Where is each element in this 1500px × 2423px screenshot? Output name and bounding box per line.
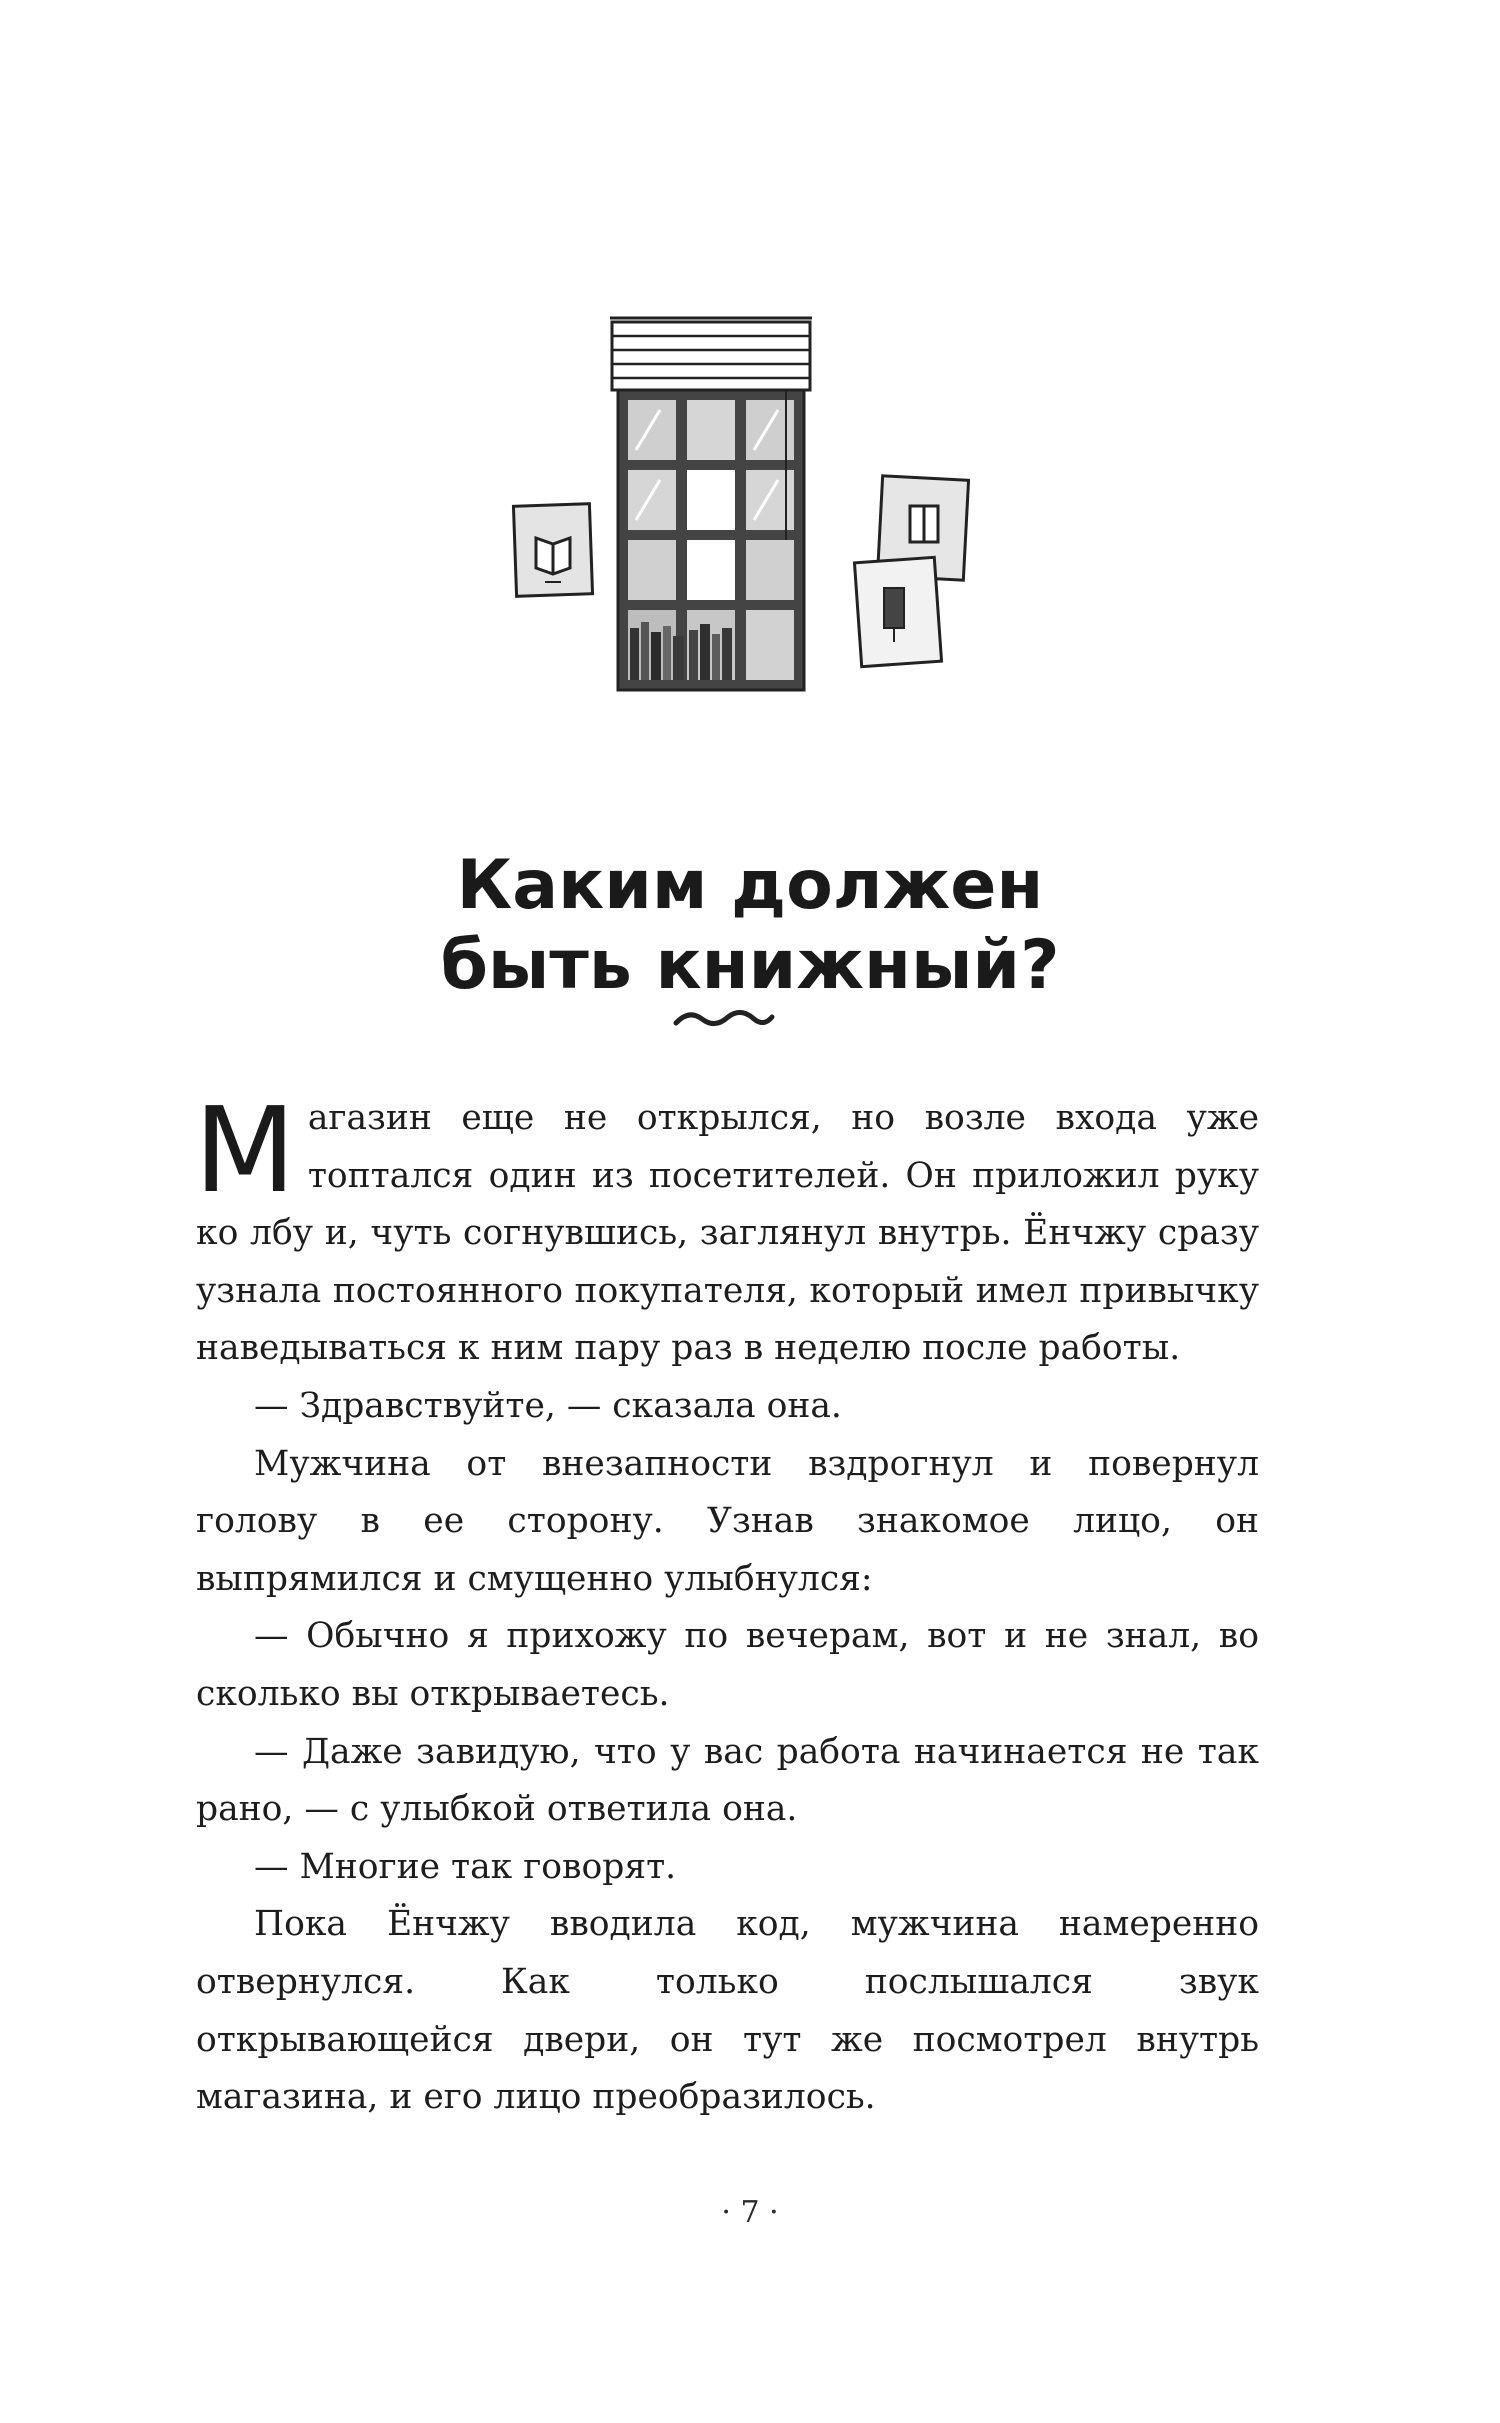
chapter-title bbox=[250, 846, 1250, 1006]
paragraph-7: Пока Ёнчжу вводила код, мужчина намеренно отвернулся. Как только послышался звук открывающейся двери, он тут же посмотрел внутрь магазина, и его лицо преобразилось. bbox=[196, 1904, 1259, 2118]
paragraph-text: агазин еще не открылся, но возле входа уже топтался один из посетителей. Он приложил руку ко лбу и, чуть согнувшись, заглянул внутрь. Ёнчжу сразу узнала постоянного покупателя, который имел привычку наведываться к ним пару раз в неделю после работы. bbox=[196, 1098, 1259, 1369]
paragraph-3: Мужчина от внезапности вздрогнул и повернул голову в ее сторону. Узнав знакомое лицо, он выпрямился и смущенно улыбнулся: bbox=[196, 1443, 1259, 1599]
page-number: · 7 · bbox=[721, 2195, 779, 2230]
chapter-title-line-2: быть книжный? bbox=[440, 925, 1060, 1005]
drop-cap: М bbox=[194, 1081, 296, 1219]
wave-ornament-icon bbox=[672, 1005, 776, 1033]
paragraph-2: — Здравствуйте, — сказала она. bbox=[254, 1385, 842, 1426]
paragraph-6: — Многие так говорят. bbox=[254, 1846, 677, 1887]
chapter-text bbox=[194, 1081, 1259, 2127]
paragraph-1 bbox=[194, 1081, 1259, 1378]
window-blind bbox=[610, 318, 812, 390]
bookstore-window-illustration bbox=[500, 310, 970, 710]
paragraph-5: — Даже завидую, что у вас работа начинается не так рано, — с улыбкой ответила она. bbox=[196, 1731, 1259, 1830]
pinned-note-book-icon bbox=[513, 504, 592, 597]
pinned-note-bookmark-icon bbox=[854, 557, 941, 666]
chapter-title-line-1: Каким должен bbox=[456, 845, 1044, 925]
paragraph-4: — Обычно я прихожу по вечерам, вот и не знал, во сколько вы открываетесь. bbox=[196, 1616, 1259, 1714]
